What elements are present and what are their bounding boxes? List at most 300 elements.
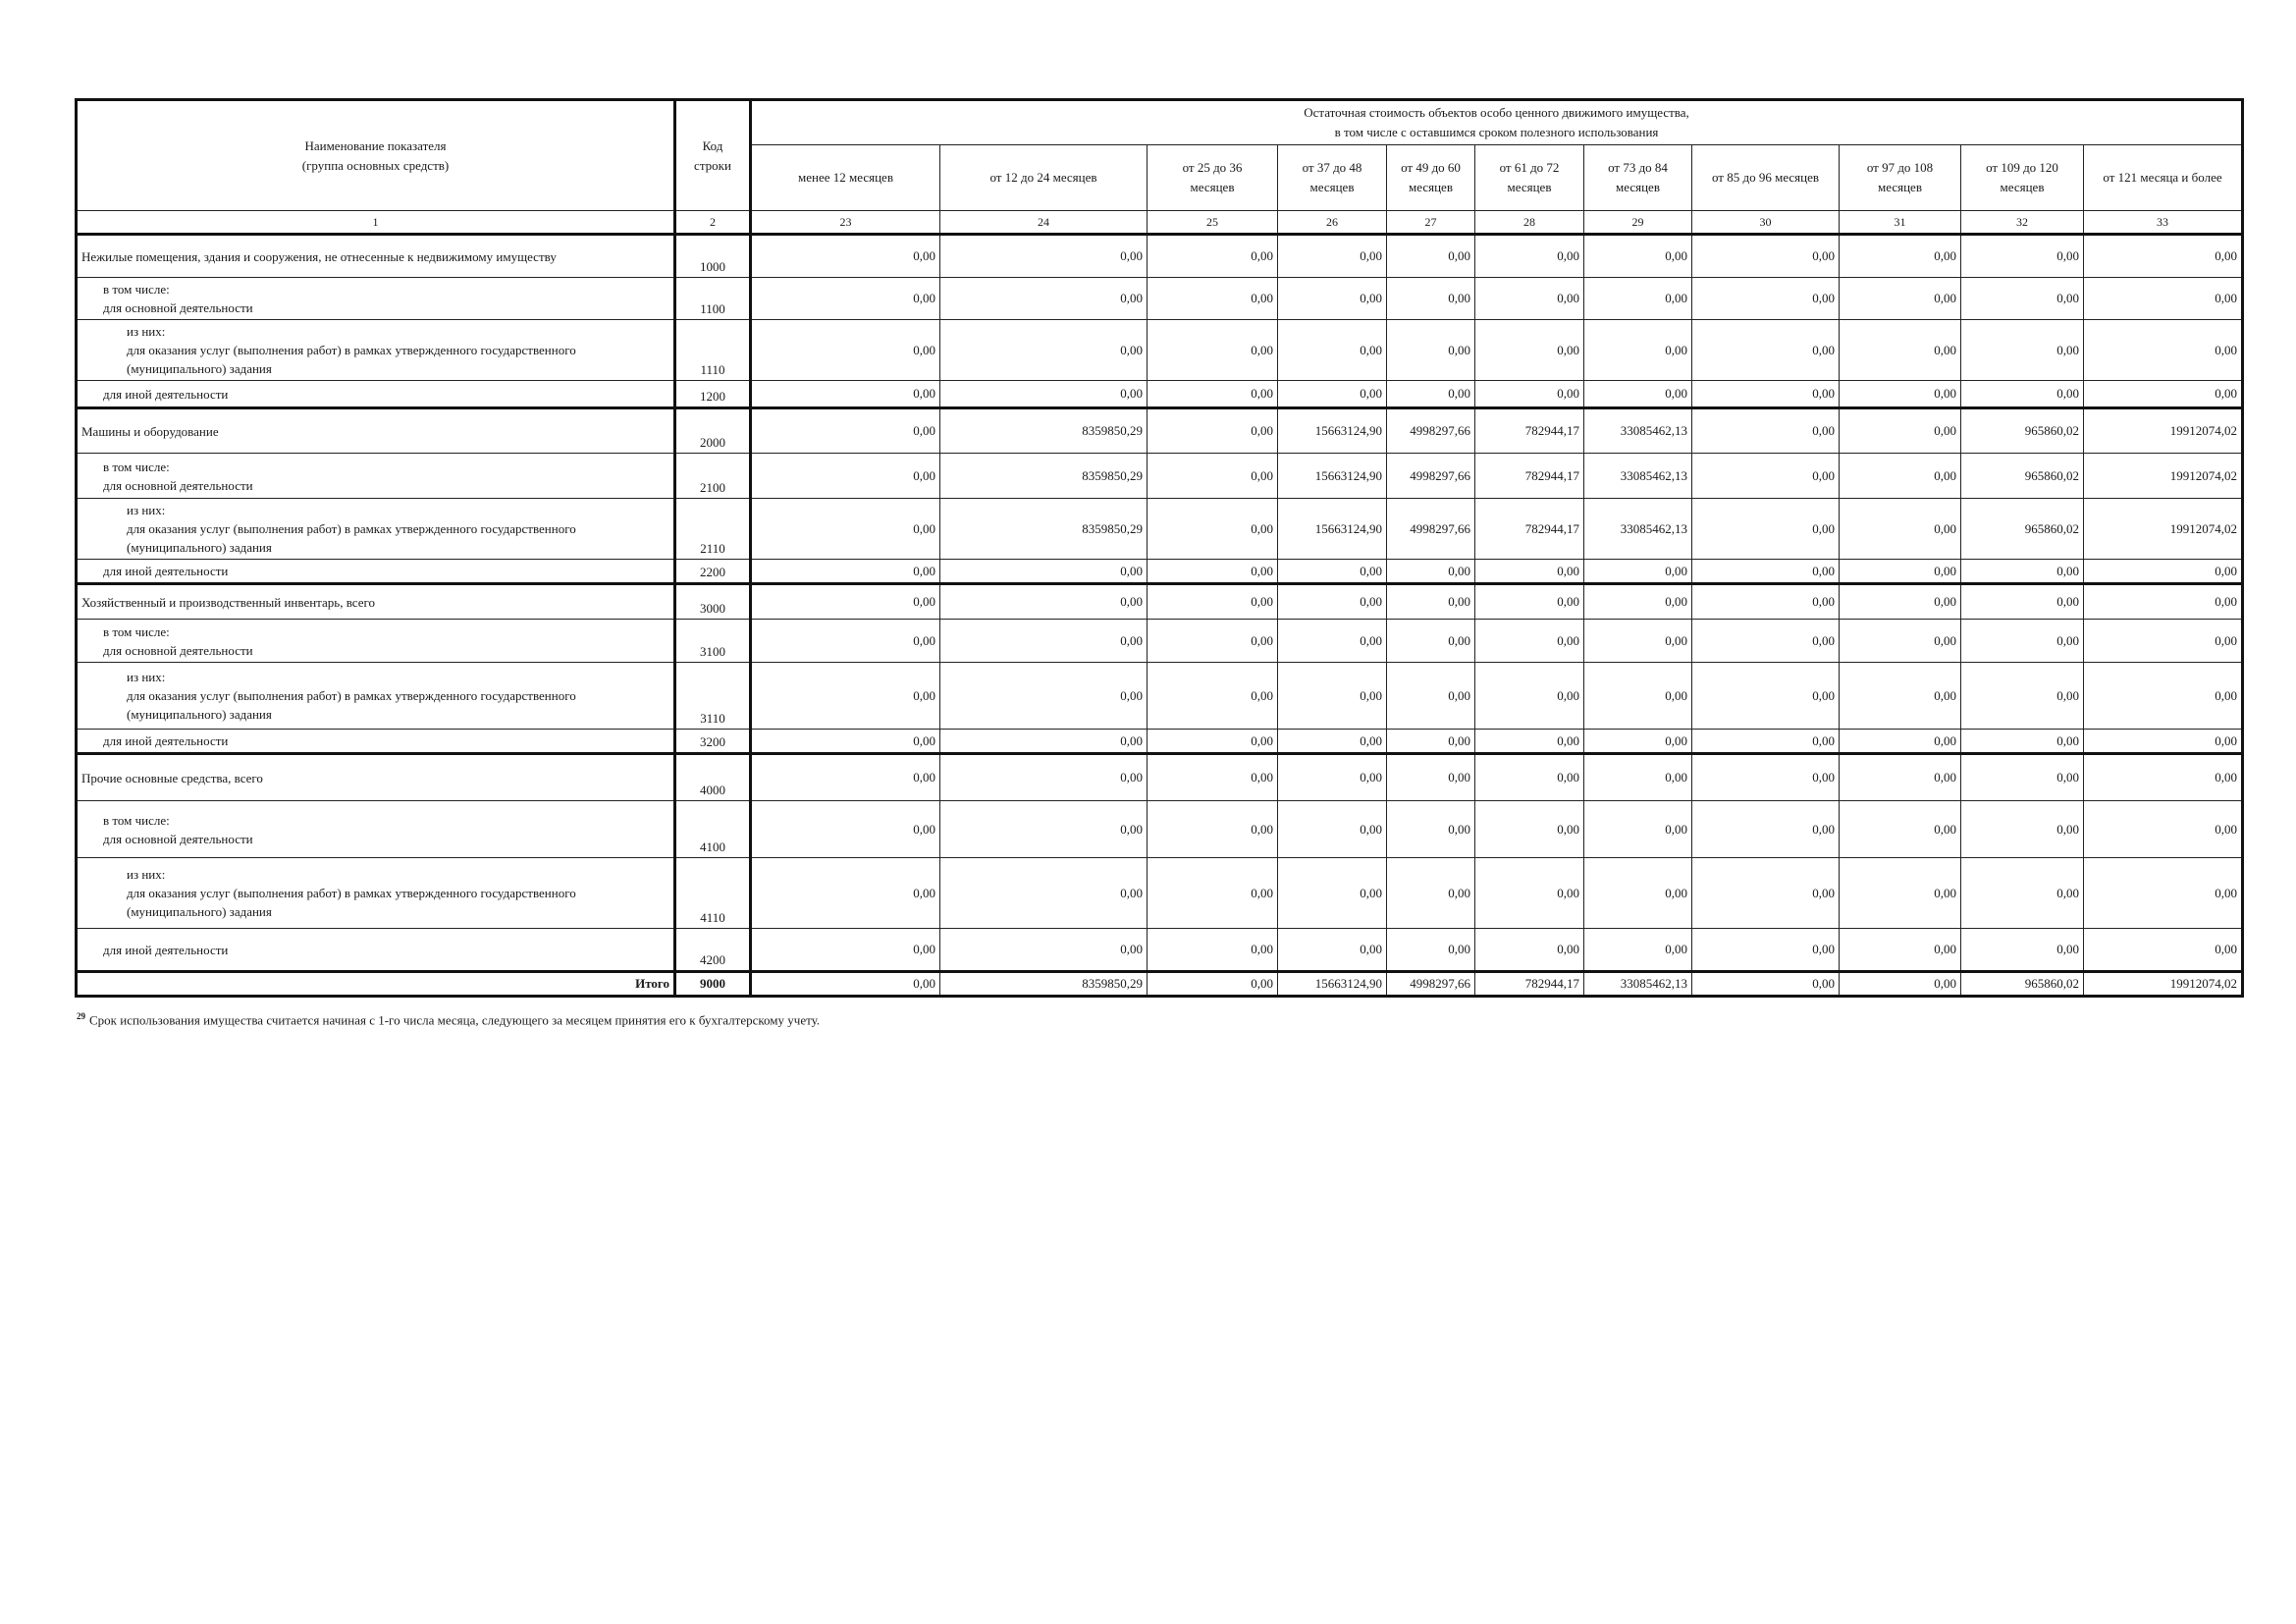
row-value: 0,00 xyxy=(1387,858,1475,929)
row-value: 0,00 xyxy=(1840,320,1961,381)
row-value: 0,00 xyxy=(1148,584,1278,620)
row-value: 0,00 xyxy=(1584,858,1692,929)
column-number: 33 xyxy=(2084,211,2243,235)
period-header xyxy=(1692,145,1840,211)
row-name xyxy=(77,801,675,858)
column-number: 24 xyxy=(940,211,1148,235)
row-name xyxy=(77,408,675,454)
row-value: 0,00 xyxy=(1840,754,1961,801)
row-value: 0,00 xyxy=(1692,801,1840,858)
footnote-text: Срок использования имущества считается начиная с 1-го числа месяца, следующего за месяцем принятия его к бухгалтерскому учету. xyxy=(89,1012,821,1028)
row-code: 4000 xyxy=(675,754,751,801)
row-value: 0,00 xyxy=(1475,235,1584,278)
row-value: 0,00 xyxy=(1387,620,1475,663)
total-value: 965860,02 xyxy=(1961,972,2084,997)
row-value: 0,00 xyxy=(1692,663,1840,730)
row-name-line: для оказания услуг (выполнения работ) в рамках утвержденного государственного xyxy=(127,886,576,900)
row-code: 3110 xyxy=(675,663,751,730)
row-value: 0,00 xyxy=(1840,235,1961,278)
table-row xyxy=(77,584,2243,620)
table-row xyxy=(77,278,2243,320)
row-name xyxy=(77,381,675,408)
row-value: 0,00 xyxy=(1148,858,1278,929)
column-number-row xyxy=(77,211,2243,235)
period-header-line: от 97 до 108 xyxy=(1866,160,1934,175)
row-name xyxy=(77,929,675,972)
row-value: 33085462,13 xyxy=(1584,499,1692,560)
footnote-marker: 29 xyxy=(77,1011,85,1021)
row-value: 0,00 xyxy=(1475,278,1584,320)
row-value: 0,00 xyxy=(1961,278,2084,320)
row-value: 0,00 xyxy=(1584,320,1692,381)
row-code: 4200 xyxy=(675,929,751,972)
row-name xyxy=(77,560,675,584)
period-header-line: месяцев xyxy=(1616,180,1660,194)
table-row xyxy=(77,801,2243,858)
total-label: Итого xyxy=(77,972,675,997)
row-name xyxy=(77,278,675,320)
report-table xyxy=(75,98,2244,998)
table-row xyxy=(77,754,2243,801)
column-number: 31 xyxy=(1840,211,1961,235)
row-code: 4110 xyxy=(675,858,751,929)
row-code: 4100 xyxy=(675,801,751,858)
row-name-line: (муниципального) задания xyxy=(127,707,272,722)
row-value: 0,00 xyxy=(751,381,940,408)
row-value: 0,00 xyxy=(940,754,1148,801)
row-value: 0,00 xyxy=(1692,235,1840,278)
row-value: 0,00 xyxy=(1840,584,1961,620)
period-header xyxy=(1961,145,2084,211)
group-header-line: Остаточная стоимость объектов особо ценного движимого имущества, xyxy=(1304,105,1689,120)
row-value: 4998297,66 xyxy=(1387,408,1475,454)
row-value: 0,00 xyxy=(1584,730,1692,754)
row-name xyxy=(77,235,675,278)
row-name-line: для основной деятельности xyxy=(103,831,253,846)
row-value: 0,00 xyxy=(1475,929,1584,972)
period-header-line: от 49 до 60 xyxy=(1401,160,1461,175)
row-value: 0,00 xyxy=(1961,929,2084,972)
row-value: 0,00 xyxy=(1692,381,1840,408)
row-value: 0,00 xyxy=(1475,620,1584,663)
row-value: 0,00 xyxy=(1148,499,1278,560)
row-value: 19912074,02 xyxy=(2084,499,2243,560)
row-name xyxy=(77,499,675,560)
row-value: 0,00 xyxy=(1278,620,1387,663)
total-value: 0,00 xyxy=(1148,972,1278,997)
row-value: 0,00 xyxy=(2084,381,2243,408)
row-name-line: для иной деятельности xyxy=(103,942,229,957)
period-header xyxy=(2084,145,2243,211)
row-value: 0,00 xyxy=(940,730,1148,754)
row-value: 0,00 xyxy=(751,858,940,929)
row-name xyxy=(77,320,675,381)
column-number: 23 xyxy=(751,211,940,235)
row-value: 0,00 xyxy=(1148,320,1278,381)
row-value: 0,00 xyxy=(751,408,940,454)
row-value: 0,00 xyxy=(1387,235,1475,278)
row-code: 2110 xyxy=(675,499,751,560)
table-row xyxy=(77,560,2243,584)
period-header-line: от 61 до 72 xyxy=(1499,160,1560,175)
period-header-line: от 73 до 84 xyxy=(1608,160,1668,175)
row-value: 0,00 xyxy=(1692,754,1840,801)
row-value: 965860,02 xyxy=(1961,408,2084,454)
row-value: 0,00 xyxy=(1148,663,1278,730)
total-value: 782944,17 xyxy=(1475,972,1584,997)
period-header xyxy=(1475,145,1584,211)
row-value: 0,00 xyxy=(1692,929,1840,972)
row-value: 0,00 xyxy=(1961,320,2084,381)
row-value: 0,00 xyxy=(1278,754,1387,801)
total-value: 4998297,66 xyxy=(1387,972,1475,997)
table-row xyxy=(77,235,2243,278)
row-value: 0,00 xyxy=(2084,278,2243,320)
period-header-line: месяцев xyxy=(1190,180,1235,194)
row-value: 0,00 xyxy=(751,730,940,754)
total-value: 15663124,90 xyxy=(1278,972,1387,997)
row-value: 0,00 xyxy=(1692,858,1840,929)
row-name-line: Машины и оборудование xyxy=(81,423,219,439)
row-value: 0,00 xyxy=(1584,754,1692,801)
row-value: 0,00 xyxy=(2084,801,2243,858)
row-value: 15663124,90 xyxy=(1278,408,1387,454)
row-value: 782944,17 xyxy=(1475,454,1584,499)
table-row xyxy=(77,408,2243,454)
row-value: 0,00 xyxy=(751,560,940,584)
row-value: 0,00 xyxy=(1961,560,2084,584)
row-value: 0,00 xyxy=(1840,929,1961,972)
table-body xyxy=(77,100,2243,997)
row-value: 0,00 xyxy=(1692,620,1840,663)
total-value: 0,00 xyxy=(1692,972,1840,997)
row-code: 2000 xyxy=(675,408,751,454)
row-value: 0,00 xyxy=(1961,858,2084,929)
row-value: 0,00 xyxy=(1840,499,1961,560)
row-name-line: из них: xyxy=(127,670,166,684)
row-value: 0,00 xyxy=(940,929,1148,972)
period-header xyxy=(751,145,940,211)
period-header-line: от 37 до 48 xyxy=(1302,160,1362,175)
row-value: 0,00 xyxy=(1961,801,2084,858)
column-number: 32 xyxy=(1961,211,2084,235)
row-value: 0,00 xyxy=(751,663,940,730)
total-value: 8359850,29 xyxy=(940,972,1148,997)
row-value: 0,00 xyxy=(940,620,1148,663)
row-value: 0,00 xyxy=(1148,408,1278,454)
row-value: 0,00 xyxy=(2084,663,2243,730)
row-name xyxy=(77,754,675,801)
row-value: 0,00 xyxy=(1692,560,1840,584)
period-header xyxy=(1584,145,1692,211)
row-name-line: для основной деятельности xyxy=(103,300,253,315)
row-value: 0,00 xyxy=(1584,801,1692,858)
row-value: 0,00 xyxy=(1148,454,1278,499)
row-value: 0,00 xyxy=(751,620,940,663)
period-header-line: месяцев xyxy=(1507,180,1552,194)
row-value: 0,00 xyxy=(1961,730,2084,754)
row-name-line: в том числе: xyxy=(103,459,170,474)
row-value: 0,00 xyxy=(1148,381,1278,408)
row-name-line: (муниципального) задания xyxy=(127,904,272,919)
row-value: 0,00 xyxy=(1475,754,1584,801)
period-header-line: месяцев xyxy=(1409,180,1453,194)
period-header-line: от 109 до 120 xyxy=(1986,160,2058,175)
row-value: 0,00 xyxy=(1278,730,1387,754)
row-code: 1200 xyxy=(675,381,751,408)
row-value: 0,00 xyxy=(1387,663,1475,730)
row-value: 0,00 xyxy=(1278,320,1387,381)
row-value: 0,00 xyxy=(1584,560,1692,584)
row-code: 1100 xyxy=(675,278,751,320)
row-value: 0,00 xyxy=(1840,858,1961,929)
row-value: 0,00 xyxy=(1584,620,1692,663)
row-value: 0,00 xyxy=(1475,663,1584,730)
row-value: 0,00 xyxy=(1692,499,1840,560)
table-row xyxy=(77,454,2243,499)
row-value: 0,00 xyxy=(1148,278,1278,320)
row-value: 0,00 xyxy=(940,278,1148,320)
row-value: 0,00 xyxy=(1961,381,2084,408)
row-value: 0,00 xyxy=(1148,620,1278,663)
row-name-line: для основной деятельности xyxy=(103,477,253,493)
row-value: 0,00 xyxy=(2084,560,2243,584)
row-value: 0,00 xyxy=(1584,584,1692,620)
row-code: 3100 xyxy=(675,620,751,663)
row-value: 4998297,66 xyxy=(1387,499,1475,560)
row-value: 19912074,02 xyxy=(2084,408,2243,454)
period-header-line: менее 12 месяцев xyxy=(798,170,893,185)
period-header-line: от 12 до 24 месяцев xyxy=(989,170,1097,185)
row-value: 0,00 xyxy=(1961,235,2084,278)
period-header-line: месяцев xyxy=(2000,180,2045,194)
row-value: 0,00 xyxy=(1692,454,1840,499)
row-value: 0,00 xyxy=(1475,584,1584,620)
row-name-line: для иной деятельности xyxy=(103,733,229,748)
footnote xyxy=(77,1011,820,1028)
row-name-line: для оказания услуг (выполнения работ) в рамках утвержденного государственного xyxy=(127,343,576,357)
period-header xyxy=(940,145,1148,211)
code-column-header-line: строки xyxy=(694,157,731,173)
row-name xyxy=(77,584,675,620)
row-name xyxy=(77,454,675,499)
header-row xyxy=(77,100,2243,145)
row-value: 0,00 xyxy=(1692,408,1840,454)
row-value: 0,00 xyxy=(940,381,1148,408)
row-value: 0,00 xyxy=(1278,929,1387,972)
row-name-line: для оказания услуг (выполнения работ) в рамках утвержденного государственного xyxy=(127,688,576,703)
row-value: 0,00 xyxy=(2084,858,2243,929)
row-value: 15663124,90 xyxy=(1278,499,1387,560)
row-value: 0,00 xyxy=(751,584,940,620)
row-value: 0,00 xyxy=(1840,620,1961,663)
row-value: 0,00 xyxy=(1692,278,1840,320)
row-value: 0,00 xyxy=(2084,730,2243,754)
row-value: 0,00 xyxy=(751,454,940,499)
row-value: 782944,17 xyxy=(1475,499,1584,560)
row-value: 0,00 xyxy=(1387,730,1475,754)
row-name-line: в том числе: xyxy=(103,623,170,639)
name-column-header xyxy=(77,100,675,211)
row-value: 0,00 xyxy=(1961,754,2084,801)
period-header xyxy=(1387,145,1475,211)
row-value: 0,00 xyxy=(2084,929,2243,972)
row-value: 0,00 xyxy=(1387,584,1475,620)
code-column-header-line: Код xyxy=(702,137,723,153)
row-value: 0,00 xyxy=(1278,278,1387,320)
row-name-line: для иной деятельности xyxy=(103,564,229,578)
row-value: 0,00 xyxy=(1148,929,1278,972)
table-row xyxy=(77,730,2243,754)
row-code: 2100 xyxy=(675,454,751,499)
code-column-header xyxy=(675,100,751,211)
row-value: 0,00 xyxy=(751,929,940,972)
row-value: 0,00 xyxy=(1840,408,1961,454)
row-value: 0,00 xyxy=(1148,754,1278,801)
row-value: 0,00 xyxy=(1692,730,1840,754)
column-number: 28 xyxy=(1475,211,1584,235)
row-value: 0,00 xyxy=(1584,929,1692,972)
row-value: 0,00 xyxy=(2084,320,2243,381)
row-value: 0,00 xyxy=(1278,801,1387,858)
row-value: 0,00 xyxy=(1278,584,1387,620)
row-value: 0,00 xyxy=(1840,381,1961,408)
row-value: 0,00 xyxy=(1148,801,1278,858)
row-value: 0,00 xyxy=(2084,754,2243,801)
table-row xyxy=(77,858,2243,929)
row-code: 1000 xyxy=(675,235,751,278)
period-header-line: от 121 месяца и более xyxy=(2103,170,2222,185)
row-value: 0,00 xyxy=(940,663,1148,730)
table-row xyxy=(77,320,2243,381)
row-value: 0,00 xyxy=(940,858,1148,929)
row-name-line: для оказания услуг (выполнения работ) в рамках утвержденного государственного xyxy=(127,521,576,536)
total-code: 9000 xyxy=(675,972,751,997)
row-value: 0,00 xyxy=(1840,560,1961,584)
row-value: 0,00 xyxy=(751,499,940,560)
row-value: 0,00 xyxy=(1840,454,1961,499)
row-value: 0,00 xyxy=(1387,801,1475,858)
row-name-line: из них: xyxy=(127,503,166,517)
table-row xyxy=(77,381,2243,408)
row-name-line: Прочие основные средства, всего xyxy=(81,770,263,785)
total-value: 19912074,02 xyxy=(2084,972,2243,997)
row-name-line: из них: xyxy=(127,867,166,882)
row-value: 0,00 xyxy=(1961,620,2084,663)
row-value: 0,00 xyxy=(1840,663,1961,730)
column-number: 29 xyxy=(1584,211,1692,235)
row-value: 0,00 xyxy=(1584,663,1692,730)
row-value: 8359850,29 xyxy=(940,499,1148,560)
row-name-line: (муниципального) задания xyxy=(127,540,272,555)
row-value: 0,00 xyxy=(2084,584,2243,620)
column-number: 26 xyxy=(1278,211,1387,235)
row-value: 0,00 xyxy=(1961,663,2084,730)
row-value: 0,00 xyxy=(1278,858,1387,929)
row-code: 2200 xyxy=(675,560,751,584)
row-value: 0,00 xyxy=(940,801,1148,858)
group-header-line: в том числе с оставшимся сроком полезного использования xyxy=(1334,125,1659,139)
row-value: 4998297,66 xyxy=(1387,454,1475,499)
row-value: 0,00 xyxy=(1278,560,1387,584)
period-header-line: месяцев xyxy=(1878,180,1922,194)
row-value: 0,00 xyxy=(1840,801,1961,858)
row-value: 0,00 xyxy=(1475,858,1584,929)
row-value: 19912074,02 xyxy=(2084,454,2243,499)
row-value: 0,00 xyxy=(1278,381,1387,408)
row-name xyxy=(77,620,675,663)
row-value: 0,00 xyxy=(1961,584,2084,620)
row-value: 0,00 xyxy=(1278,663,1387,730)
total-value: 33085462,13 xyxy=(1584,972,1692,997)
row-name-line: Хозяйственный и производственный инвентарь, всего xyxy=(81,594,375,610)
row-value: 0,00 xyxy=(940,560,1148,584)
period-header-line: от 85 до 96 месяцев xyxy=(1711,170,1820,185)
row-value: 0,00 xyxy=(1840,730,1961,754)
row-value: 8359850,29 xyxy=(940,408,1148,454)
row-value: 0,00 xyxy=(1387,754,1475,801)
row-code: 1110 xyxy=(675,320,751,381)
period-header xyxy=(1840,145,1961,211)
name-column-header-line: Наименование показателя xyxy=(304,137,447,153)
row-value: 0,00 xyxy=(1387,929,1475,972)
column-number: 1 xyxy=(77,211,675,235)
row-value: 782944,17 xyxy=(1475,408,1584,454)
row-name-line: для основной деятельности xyxy=(103,642,253,658)
row-value: 0,00 xyxy=(751,754,940,801)
row-value: 0,00 xyxy=(1387,381,1475,408)
row-value: 0,00 xyxy=(1692,584,1840,620)
table-row xyxy=(77,929,2243,972)
row-value: 0,00 xyxy=(940,235,1148,278)
row-value: 0,00 xyxy=(751,320,940,381)
row-name xyxy=(77,663,675,730)
row-name-line: из них: xyxy=(127,324,166,339)
column-number: 30 xyxy=(1692,211,1840,235)
row-name xyxy=(77,858,675,929)
period-header xyxy=(1278,145,1387,211)
row-value: 0,00 xyxy=(1148,560,1278,584)
row-value: 965860,02 xyxy=(1961,454,2084,499)
row-value: 0,00 xyxy=(1387,560,1475,584)
row-name-line: в том числе: xyxy=(103,812,170,828)
row-value: 0,00 xyxy=(940,320,1148,381)
residual-value-group-header xyxy=(751,100,2243,145)
row-value: 0,00 xyxy=(940,584,1148,620)
column-number: 27 xyxy=(1387,211,1475,235)
row-name xyxy=(77,730,675,754)
column-number: 2 xyxy=(675,211,751,235)
row-value: 0,00 xyxy=(1475,730,1584,754)
row-name-line: для иной деятельности xyxy=(103,386,229,402)
row-value: 965860,02 xyxy=(1961,499,2084,560)
row-value: 0,00 xyxy=(1387,278,1475,320)
row-value: 8359850,29 xyxy=(940,454,1148,499)
column-number: 25 xyxy=(1148,211,1278,235)
table-row xyxy=(77,663,2243,730)
row-value: 0,00 xyxy=(2084,235,2243,278)
total-value: 0,00 xyxy=(751,972,940,997)
row-value: 33085462,13 xyxy=(1584,408,1692,454)
row-value: 0,00 xyxy=(2084,620,2243,663)
table-row xyxy=(77,499,2243,560)
row-name-line: Нежилые помещения, здания и сооружения, не отнесенные к недвижимому имуществу xyxy=(81,248,557,264)
period-header-line: месяцев xyxy=(1309,180,1355,194)
row-value: 0,00 xyxy=(1387,320,1475,381)
period-header xyxy=(1148,145,1278,211)
row-value: 0,00 xyxy=(751,235,940,278)
row-value: 0,00 xyxy=(1584,381,1692,408)
